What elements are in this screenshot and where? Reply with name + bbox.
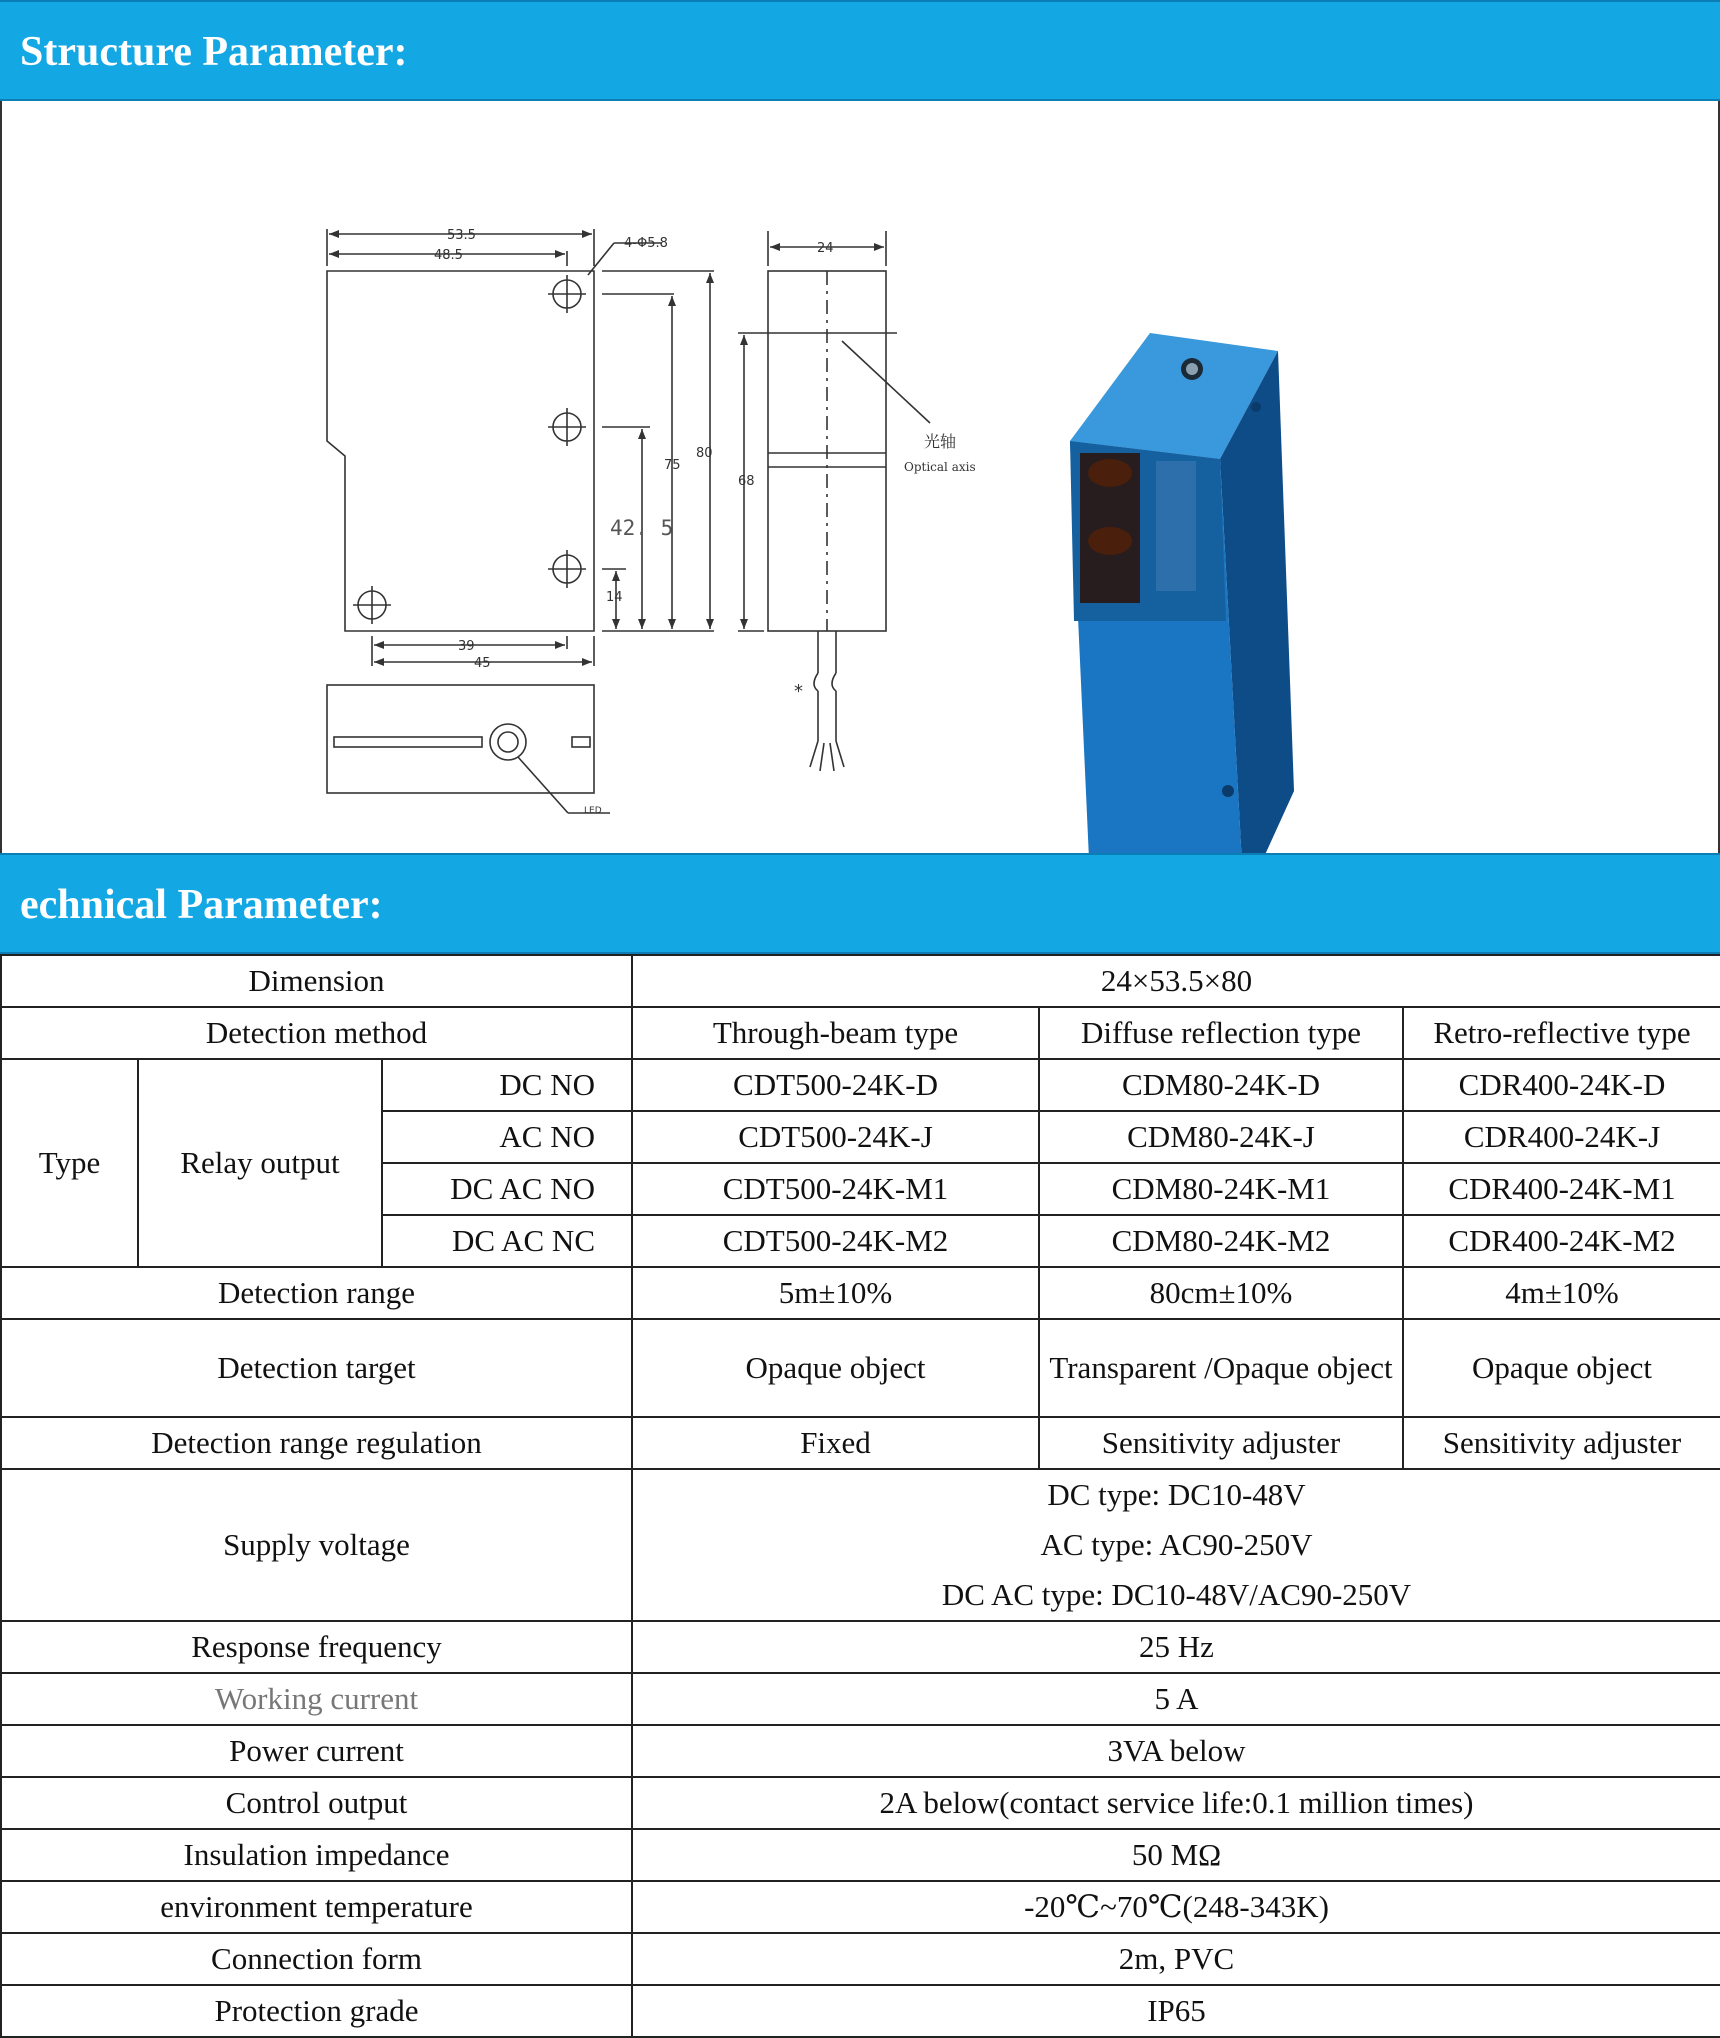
table-row <box>1 1933 1720 1985</box>
model-cell: CDR400-24K-M1 <box>1403 1163 1720 1215</box>
range-cell: 5m±10% <box>632 1267 1039 1319</box>
row-label: Connection form <box>1 1933 632 1985</box>
led-label: LED <box>584 806 602 816</box>
output-mode: AC NO <box>382 1111 632 1163</box>
table-row <box>1 1777 1720 1829</box>
regulation-cell: Fixed <box>632 1417 1039 1469</box>
col-diffuse: Diffuse reflection type <box>1039 1007 1403 1059</box>
model-cell: CDM80-24K-D <box>1039 1059 1403 1111</box>
table-row <box>1 1469 1720 1621</box>
dim-68: 68 <box>738 474 755 489</box>
optical-axis-en: Optical axis <box>904 460 976 474</box>
model-cell: CDR400-24K-D <box>1403 1059 1720 1111</box>
row-value: 50 MΩ <box>632 1829 1720 1881</box>
row-value: 2A below(contact service life:0.1 million times) <box>632 1777 1720 1829</box>
dim-24: 24 <box>817 241 834 256</box>
section-header-structure <box>0 0 1720 101</box>
model-cell: CDM80-24K-M2 <box>1039 1215 1403 1267</box>
row-label: Detection target <box>1 1319 632 1417</box>
row-label: Insulation impedance <box>1 1829 632 1881</box>
model-cell: CDR400-24K-J <box>1403 1111 1720 1163</box>
model-cell: CDT500-24K-M1 <box>632 1163 1039 1215</box>
table-row <box>1 1007 1720 1059</box>
row-label: environment temperature <box>1 1881 632 1933</box>
technical-parameter-table <box>0 954 1720 2038</box>
model-cell: CDT500-24K-M2 <box>632 1215 1039 1267</box>
voltage-line: DC type: DC10-48V <box>1047 1477 1306 1512</box>
row-value: -20℃~70℃(248-343K) <box>632 1881 1720 1933</box>
row-value: IP65 <box>632 1985 1720 2037</box>
cable-asterisk: * <box>794 681 803 702</box>
bottom-view-outline <box>327 685 594 793</box>
supply-voltage-value <box>632 1469 1720 1621</box>
table-row <box>1 1829 1720 1881</box>
section-header-technical <box>0 853 1720 954</box>
row-label: Detection method <box>1 1007 632 1059</box>
voltage-line: AC type: AC90-250V <box>1040 1527 1313 1562</box>
row-value: 5 A <box>632 1673 1720 1725</box>
output-mode: DC AC NC <box>382 1215 632 1267</box>
type-label: Type <box>1 1059 138 1267</box>
model-cell: CDR400-24K-M2 <box>1403 1215 1720 1267</box>
dimension-drawing <box>2 101 1720 853</box>
output-mode: DC AC NO <box>382 1163 632 1215</box>
dim-14: 14 <box>606 590 623 605</box>
row-label: Dimension <box>1 955 632 1007</box>
dim-45: 45 <box>474 656 491 671</box>
voltage-line: DC AC type: DC10-48V/AC90-250V <box>941 1577 1412 1612</box>
table-row <box>1 955 1720 1007</box>
dim-53-5: 53.5 <box>447 228 476 243</box>
range-cell: 4m±10% <box>1403 1267 1720 1319</box>
col-through-beam: Through-beam type <box>632 1007 1039 1059</box>
target-cell: Opaque object <box>632 1319 1039 1417</box>
row-label: Response frequency <box>1 1621 632 1673</box>
row-label: Protection grade <box>1 1985 632 2037</box>
section-title: Structure Parameter: <box>20 29 408 75</box>
target-cell: Opaque object <box>1403 1319 1720 1417</box>
relay-output-label: Relay output <box>138 1059 382 1267</box>
row-value: 25 Hz <box>632 1621 1720 1673</box>
regulation-cell: Sensitivity adjuster <box>1403 1417 1720 1469</box>
dim-48-5: 48.5 <box>434 248 463 263</box>
model-cell: CDM80-24K-M1 <box>1039 1163 1403 1215</box>
row-value: 3VA below <box>632 1725 1720 1777</box>
row-value: 2m, PVC <box>632 1933 1720 1985</box>
dim-39: 39 <box>458 639 475 654</box>
table-row <box>1 1673 1720 1725</box>
row-label: Control output <box>1 1777 632 1829</box>
row-label: Working current <box>1 1673 632 1725</box>
table-row <box>1 1725 1720 1777</box>
structure-drawing-area <box>0 101 1720 853</box>
front-view-outline <box>327 271 594 631</box>
row-label: Power current <box>1 1725 632 1777</box>
optical-axis-cn: 光轴 <box>924 432 957 451</box>
row-value: 24×53.5×80 <box>632 955 1720 1007</box>
led-ring <box>490 724 526 760</box>
row-label: Supply voltage <box>1 1469 632 1621</box>
model-cell: CDM80-24K-J <box>1039 1111 1403 1163</box>
row-label: Detection range regulation <box>1 1417 632 1469</box>
output-mode: DC NO <box>382 1059 632 1111</box>
dim-80: 80 <box>696 446 713 461</box>
range-cell: 80cm±10% <box>1039 1267 1403 1319</box>
col-retro: Retro-reflective type <box>1403 1007 1720 1059</box>
table-row <box>1 1059 1720 1111</box>
model-cell: CDT500-24K-J <box>632 1111 1039 1163</box>
row-label: Detection range <box>1 1267 632 1319</box>
dim-42-5: 42. 5 <box>610 516 674 540</box>
model-cell: CDT500-24K-D <box>632 1059 1039 1111</box>
table-row <box>1 1267 1720 1319</box>
dim-holes: 4-Φ5.8 <box>624 236 668 251</box>
table-row <box>1 1417 1720 1469</box>
table-row <box>1 1881 1720 1933</box>
sensor-photo <box>1070 333 1294 853</box>
table-row <box>1 1985 1720 2037</box>
table-row <box>1 1319 1720 1417</box>
dim-75: 75 <box>664 458 681 473</box>
section-title: echnical Parameter: <box>20 882 383 928</box>
regulation-cell: Sensitivity adjuster <box>1039 1417 1403 1469</box>
target-cell: Transparent /Opaque object <box>1039 1319 1403 1417</box>
table-row <box>1 1621 1720 1673</box>
